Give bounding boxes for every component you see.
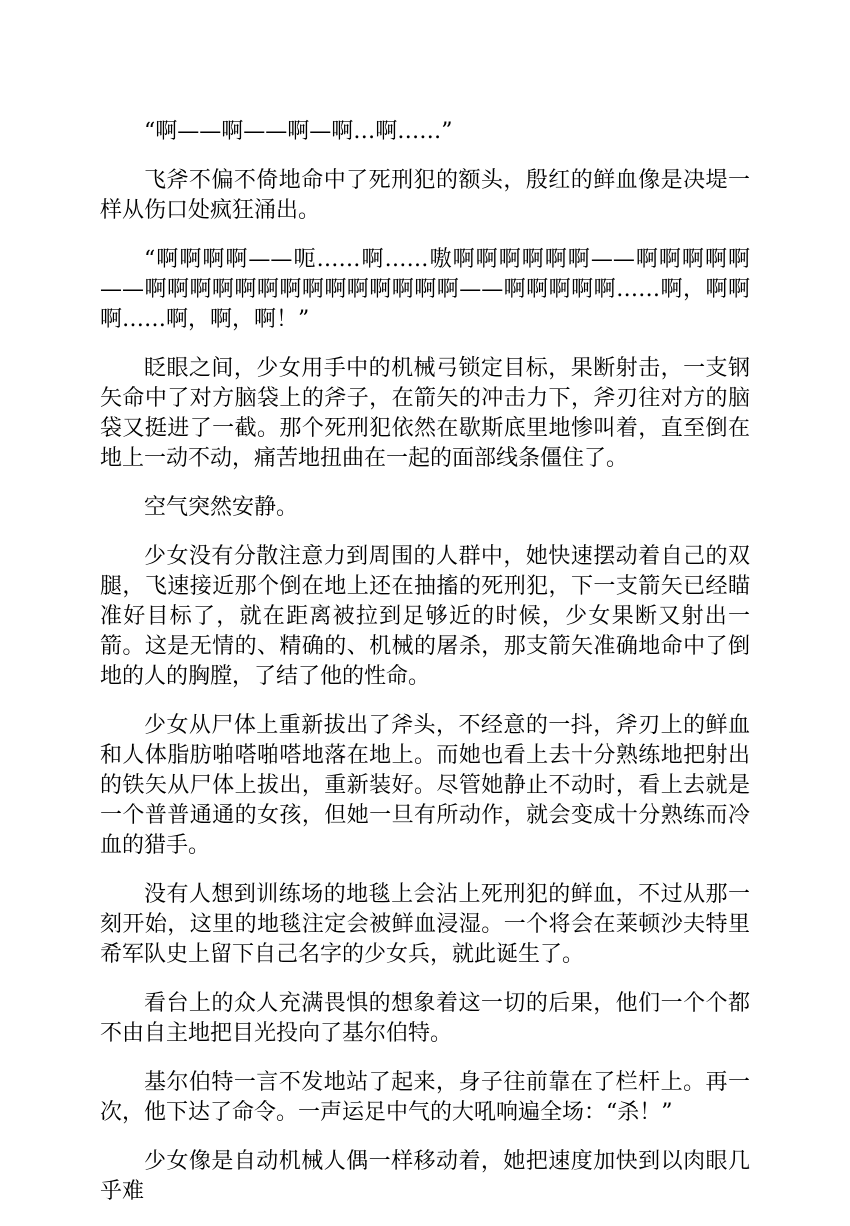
paragraph-7: 少女从尸体上重新拔出了斧头，不经意的一抖，斧刃上的鲜血和人体脂肪啪嗒啪嗒地落在地上。而她也看上去十分熟练地把射出的铁矢从尸体上拔出，重新装好。尽管她静止不动时，看上去就是一个普普通通的女孩，但她一旦有所动作，就会变成十分熟练而冷血的猎手。 — [100, 713, 750, 858]
paragraph-10: 基尔伯特一言不发地站了起来，身子往前靠在了栏杆上。再一次，他下达了命令。一声运足中气的大吼响遍全场：“杀！” — [100, 1070, 750, 1125]
paragraph-9: 看台上的众人充满畏惧的想象着这一切的后果，他们一个个都不由自主地把目光投向了基尔伯特。 — [100, 991, 750, 1046]
paragraph-5: 空气突然安静。 — [144, 495, 299, 520]
body-text — [100, 117, 750, 1226]
paragraph-8: 没有人想到训练场的地毯上会沾上死刑犯的鲜血，不过从那一刻开始，这里的地毯注定会被鲜血浸湿。一个将会在莱顿沙夫特里希军队史上留下自己名字的少女兵，就此诞生了。 — [100, 882, 750, 967]
paragraph-3: “啊啊啊啊——呃……啊……嗷啊啊啊啊啊啊——啊啊啊啊啊——啊啊啊啊啊啊啊啊啊啊啊啊啊啊——啊啊啊啊啊……啊，啊啊啊……啊，啊，啊！” — [100, 247, 750, 332]
paragraph-4: 眨眼之间，少女用手中的机械弓锁定目标，果断射击，一支钢矢命中了对方脑袋上的斧子，在箭矢的冲击力下，斧刃往对方的脑袋又挺进了一截。那个死刑犯依然在歇斯底里地惨叫着，直至倒在地上一动不动，痛苦地扭曲在一起的面部线条僵住了。 — [100, 356, 750, 471]
paragraph-1: “啊——啊——啊—啊…啊……” — [144, 119, 453, 144]
paragraph-6: 少女没有分散注意力到周围的人群中，她快速摆动着自己的双腿，飞速接近那个倒在地上还在抽搐的死刑犯，下一支箭矢已经瞄准好目标了，就在距离被拉到足够近的时候，少女果断又射出一箭。这是无情的、精确的、机械的屠杀，那支箭矢准确地命中了倒地的人的胸膛，了结了他的性命。 — [100, 544, 750, 689]
paragraph-2: 飞斧不偏不倚地命中了死刑犯的额头，殷红的鲜血像是决堤一样从伤口处疯狂涌出。 — [100, 168, 750, 223]
paragraph-11: 少女像是自动机械人偶一样移动着，她把速度加快到以肉眼几乎难 — [100, 1149, 750, 1204]
